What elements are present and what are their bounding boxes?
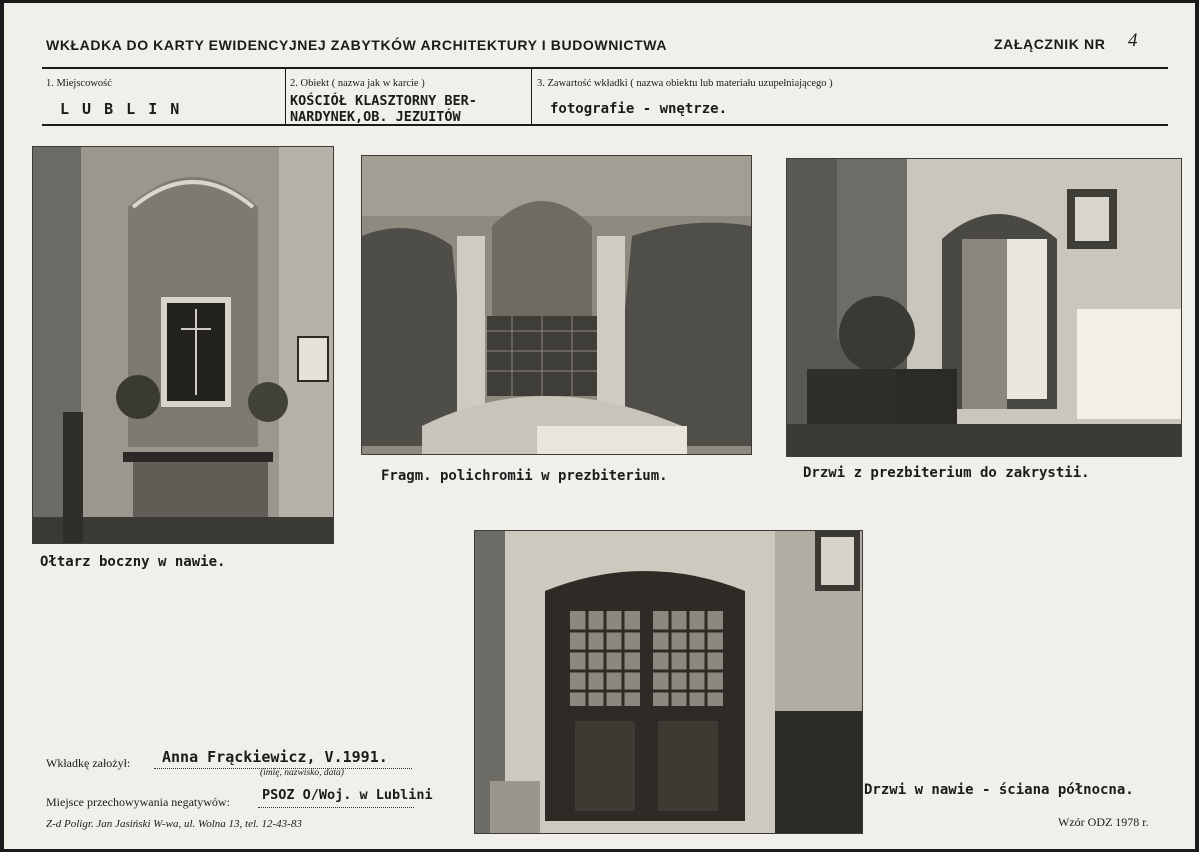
form-title: WKŁADKA DO KARTY EWIDENCYJNEJ ZABYTKÓW ARCHITEKTURY I BUDOWNICTWA — [46, 37, 668, 53]
caption-nave-door: Drzwi w nawie - ściana północna. — [864, 782, 1134, 798]
form-model: Wzór ODZ 1978 r. — [1058, 815, 1149, 829]
attachment-number: 4 — [1128, 30, 1138, 51]
field-2-label: 2. Obiekt ( nazwa jak w karcie ) — [290, 78, 425, 89]
caption-sacristy-door: Drzwi z prezbiterium do zakrystii. — [803, 465, 1090, 481]
negatywy-label: Miejsce przechowywania negatywów: — [46, 795, 230, 809]
form-sheet — [4, 3, 1195, 849]
photo-side-altar — [32, 146, 334, 544]
field-1-value: L U B L I N — [60, 100, 182, 118]
header-rule-top — [42, 67, 1168, 69]
field-1-label: 1. Miejscowość — [46, 78, 112, 89]
field-divider-1 — [285, 69, 286, 124]
header-rule-bottom — [42, 124, 1168, 126]
photo-polychrome — [361, 155, 752, 455]
field-2-value-line1: KOŚCIÓŁ KLASZTORNY BER- — [290, 93, 477, 109]
photo-sacristy-door — [786, 158, 1182, 457]
field-3-label: 3. Zawartość wkładki ( nazwa obiektu lub materiału uzupełniającego ) — [537, 78, 833, 89]
field-2-value-line2: NARDYNEK,OB. JEZUITÓW — [290, 109, 461, 125]
field-divider-2 — [531, 69, 532, 124]
zalozyl-hint: (imię, nazwisko, data) — [260, 768, 344, 778]
zalozyl-value: Anna Frąckiewicz, V.1991. — [162, 748, 388, 766]
field-3-value: fotografie - wnętrze. — [550, 101, 728, 117]
caption-side-altar: Ołtarz boczny w nawie. — [40, 554, 226, 570]
printer-info: Z-d Poligr. Jan Jasiński W-wa, ul. Wolna 13, tel. 12-43-83 — [46, 818, 302, 830]
negatywy-value: PSOZ O/Woj. w Lublini — [262, 787, 433, 803]
zalozyl-label: Wkładkę założył: — [46, 756, 131, 770]
caption-polychrome: Fragm. polichromii w prezbiterium. — [381, 468, 668, 484]
attachment-label: ZAŁĄCZNIK NR — [994, 36, 1106, 52]
photo-nave-door — [474, 530, 863, 834]
